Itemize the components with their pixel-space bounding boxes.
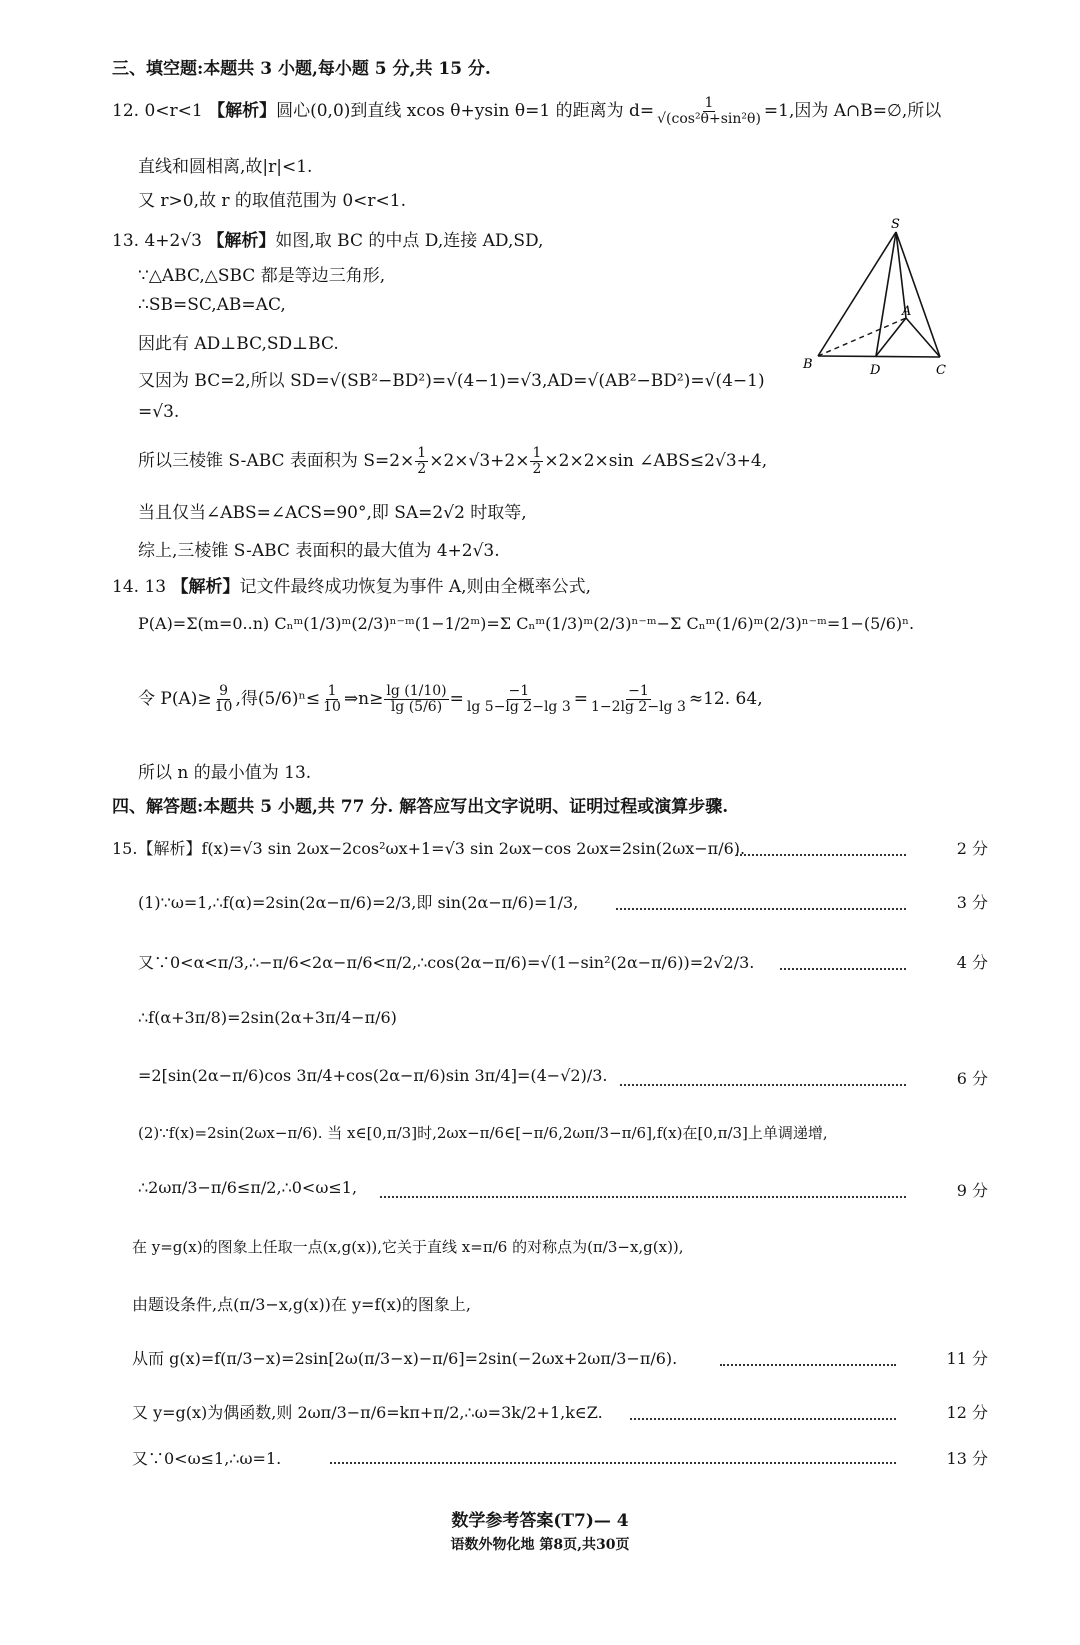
q15-line1: 15.【解析】f(x)=√3 sin 2ωx−2cos²ωx+1=√3 sin 2ωx−cos 2ωx=2sin(2ωx−π/6). — [112, 839, 746, 858]
q12-line2: 直线和圆相离,故|r|<1. — [138, 157, 313, 177]
q14-line3a: 令 P(A)≥ — [138, 689, 212, 709]
frac-den: lg 5−lg 2−lg 3 — [466, 699, 571, 715]
q13-line1 — [112, 226, 543, 251]
footer-page-number: 语数外物化地 第8页,共30页 — [450, 1537, 630, 1553]
frac-num: 9 — [219, 683, 229, 700]
q12-answer: 12. 0<r<1 — [112, 101, 203, 121]
q12-frac-num: 1 — [704, 95, 714, 112]
q13-half-fraction — [415, 446, 428, 476]
leader-dots — [380, 1196, 906, 1198]
q15-line4: ∴f(α+3π/8)=2sin(2α+3π/4−π/6) — [138, 1008, 397, 1027]
q13-line2: ∵△ABC,△SBC 都是等边三角形, — [138, 266, 386, 286]
q13-line5: 又因为 BC=2,所以 SD=√(SB²−BD²)=√(4−1)=√3,AD=√(AB²−BD²)=√(4−1) — [138, 371, 765, 391]
frac-den: 1−2lg 2−lg 3 — [591, 699, 686, 715]
q15-score-1: 2 分 — [956, 839, 988, 858]
frac-den: 10 — [323, 699, 341, 715]
q13-half-num-2: 1 — [532, 445, 542, 462]
label-S: S — [891, 217, 900, 232]
q12-fraction — [655, 96, 763, 126]
frac-den: 10 — [214, 699, 233, 715]
section-heading-answer: 四、解答题:本题共 5 小题,共 77 分. 解答应写出文字说明、证明过程或演算步骤. — [112, 797, 729, 817]
q14-frac-1-10 — [321, 684, 343, 714]
q13-half-den: 2 — [417, 461, 427, 477]
q13-line7a: 所以三棱锥 S-ABC 表面积为 S=2× — [138, 451, 415, 471]
label-D: D — [870, 363, 881, 378]
q15-line6: (2)∵f(x)=2sin(2ωx−π/6). 当 x∈[0,π/3]时,2ωx−π/6∈[−π/6,2ωπ/3−π/6],f(x)在[0,π/3]上单调递增, — [138, 1124, 828, 1142]
q15-score-3: 4 分 — [956, 953, 988, 972]
q13-tag: 【解析】 — [207, 231, 276, 251]
q14-frac-lg2 — [465, 684, 573, 714]
q15-line3: 又∵0<α<π/3,∴−π/6<2α−π/6<π/2,∴cos(2α−π/6)=√(1−sin²(2α−π/6))=2√2/3. — [138, 953, 755, 972]
q13-text1: 如图,取 BC 的中点 D,连接 AD,SD, — [275, 231, 544, 251]
q13-half-fraction-2 — [530, 446, 543, 476]
frac-den: lg (5/6) — [390, 699, 443, 715]
frac-num: lg (1/10) — [386, 683, 447, 700]
q14-line1 — [112, 572, 591, 597]
q15-score-5: 6 分 — [956, 1069, 988, 1088]
q14-line3d: ≈12. 64, — [688, 689, 763, 709]
q14-line3b: ,得(5/6)ⁿ≤ — [235, 689, 321, 709]
tetrahedron-figure — [800, 214, 960, 384]
frac-num: 1 — [327, 683, 337, 700]
edge-SD — [876, 232, 896, 356]
q12-text1: 圆心(0,0)到直线 xcos θ+ysin θ=1 的距离为 d= — [276, 101, 655, 121]
leader-dots — [720, 1364, 896, 1366]
label-C: C — [936, 363, 946, 378]
q12-line3: 又 r>0,故 r 的取值范围为 0<r<1. — [138, 191, 406, 211]
q14-formula: P(A)=Σ(m=0..n) Cₙᵐ(1/3)ᵐ(2/3)ⁿ⁻ᵐ(1−1/2ᵐ)=Σ Cₙᵐ(1/3)ᵐ(2/3)ⁿ⁻ᵐ−Σ Cₙᵐ(1/6)ᵐ(2/3)ⁿ⁻ᵐ=1−(5/6)ⁿ. — [138, 614, 915, 633]
q12-frac-den: √(cos²θ+sin²θ) — [657, 111, 761, 127]
q15-score-12: 13 分 — [946, 1449, 988, 1468]
q15-line9: 由题设条件,点(π/3−x,g(x))在 y=f(x)的图象上, — [132, 1295, 471, 1314]
leader-dots — [616, 908, 906, 910]
q15-line2: (1)∵ω=1,∴f(α)=2sin(2α−π/6)=2/3,即 sin(2α−π/6)=1/3, — [138, 893, 579, 912]
q15-line8: 在 y=g(x)的图象上任取一点(x,g(x)),它关于直线 x=π/6 的对称点为(π/3−x,g(x)), — [132, 1238, 684, 1256]
q13-line3: ∴SB=SC,AB=AC, — [138, 295, 286, 315]
edge-SB — [818, 232, 896, 356]
q15-line7: ∴2ωπ/3−π/6≤π/2,∴0<ω≤1, — [138, 1178, 358, 1197]
q13-line6: =√3. — [138, 402, 180, 422]
q14-text1: 记文件最终成功恢复为事件 A,则由全概率公式, — [239, 577, 591, 597]
q15-line10: 从而 g(x)=f(π/3−x)=2sin[2ω(π/3−x)−π/6]=2sin(−2ωx+2ωπ/3−π/6). — [132, 1349, 678, 1368]
q13-line7b: ×2×√3+2× — [429, 451, 530, 471]
q15-score-11: 12 分 — [946, 1403, 988, 1422]
q15-score-7: 9 分 — [956, 1181, 988, 1200]
q13-line4: 因此有 AD⊥BC,SD⊥BC. — [138, 334, 339, 354]
q15-line11: 又 y=g(x)为偶函数,则 2ωπ/3−π/6=kπ+π/2,∴ω=3k/2+1,k∈Z. — [132, 1403, 603, 1422]
q15-score-10: 11 分 — [946, 1349, 988, 1368]
q14-frac-lg3 — [589, 684, 688, 714]
label-A: A — [902, 304, 912, 319]
q13-half-num: 1 — [417, 445, 427, 462]
q12-line1 — [112, 96, 941, 127]
section-heading-fill-in: 三、填空题:本题共 3 小题,每小题 5 分,共 15 分. — [112, 59, 491, 79]
leader-dots — [630, 1418, 896, 1420]
edge-AB-hidden — [818, 318, 906, 356]
q14-line3c: ⇒n≥ — [343, 689, 384, 709]
leader-dots — [620, 1084, 906, 1086]
q13-line7c: ×2×2×sin ∠ABS≤2√3+4, — [544, 451, 768, 471]
q13-half-den-2: 2 — [532, 461, 542, 477]
q14-line4: 所以 n 的最小值为 13. — [138, 763, 312, 783]
q14-frac-lg — [384, 684, 448, 714]
q13-line9: 综上,三棱锥 S-ABC 表面积的最大值为 4+2√3. — [138, 541, 500, 561]
q12-text2: =1,因为 A∩B=∅,所以 — [763, 101, 942, 121]
q13-answer: 13. 4+2√3 — [112, 231, 202, 251]
edge-BC — [818, 356, 940, 357]
edge-AC — [906, 318, 940, 357]
q12-tag: 【解析】 — [208, 101, 277, 121]
leader-dots — [330, 1462, 896, 1464]
q14-answer: 14. 13 — [112, 577, 167, 597]
q14-line3: 令 P(A)≥ $\frac{9}{10}$ ,得(5/6)ⁿ≤ $\frac{1}{10}$ ⇒n≥ $\frac{\lg (1/10)}{\lg (5/6)}$ = $\frac{-1}{\lg 5-\lg 2-\lg 3}$ = $\frac{-1}{1-2\lg 2-\lg 3}$ ≈12. 64, — [138, 683, 763, 715]
q15-line12: 又∵0<ω≤1,∴ω=1. — [132, 1449, 282, 1468]
q15-score-2: 3 分 — [956, 893, 988, 912]
leader-dots — [780, 968, 906, 970]
leader-dots — [736, 854, 906, 856]
q14-tag: 【解析】 — [171, 577, 240, 597]
q13-line8: 当且仅当∠ABS=∠ACS=90°,即 SA=2√2 时取等, — [138, 503, 527, 523]
footer-answer-key: 数学参考答案(T7)— 4 — [451, 1511, 629, 1531]
q14-frac-9-10 — [213, 684, 235, 714]
label-B: B — [803, 357, 813, 372]
q15-line5: =2[sin(2α−π/6)cos 3π/4+cos(2α−π/6)sin 3π/4]=(4−√2)/3. — [138, 1066, 608, 1085]
frac-num: −1 — [628, 683, 649, 700]
frac-num: −1 — [508, 683, 530, 700]
q13-line7 — [138, 446, 767, 477]
